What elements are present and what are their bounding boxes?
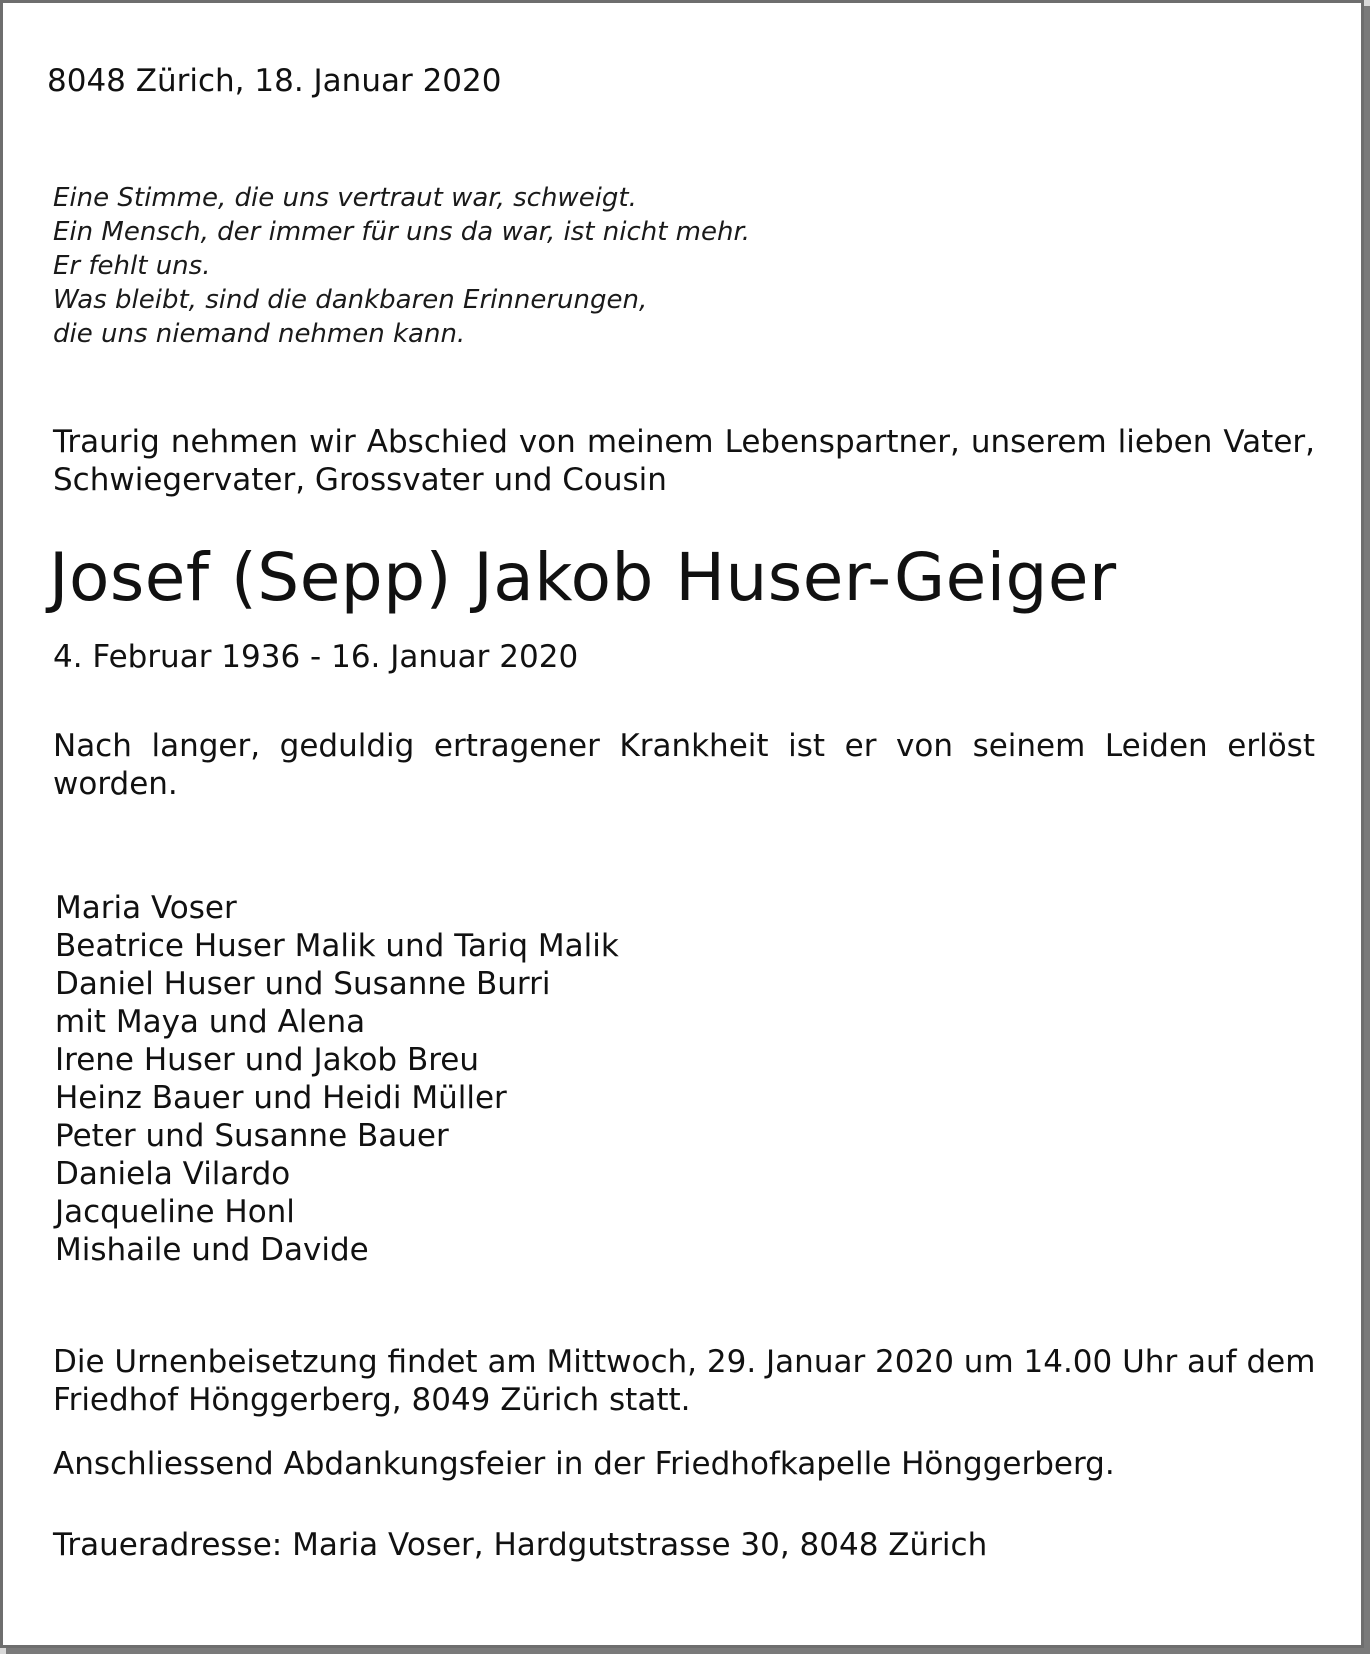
poem-line: Ein Mensch, der immer für uns da war, ist nicht mehr.: [53, 217, 751, 247]
poem-line: Er fehlt uns.: [53, 251, 211, 281]
illness-text: Nach langer, geduldig ertragener Krankheit ist er von seinem Leiden erlöst worden.: [53, 728, 1315, 802]
burial-info: Die Urnenbeisetzung findet am Mittwoch, 29. Januar 2020 um 14.00 Uhr auf dem Friedhof Hönggerberg, 8049 Zürich statt.: [53, 1344, 1316, 1418]
life-dates: 4. Februar 1936 - 16. Januar 2020: [53, 639, 579, 675]
mourner: Jacqueline Honl: [55, 1194, 295, 1230]
deceased-name: Josef (Sepp) Jakob Huser-Geiger: [49, 539, 1117, 616]
mourner: mit Maya und Alena: [55, 1004, 366, 1040]
mourner: Peter und Susanne Bauer: [55, 1118, 449, 1154]
mourner: Mishaile und Davide: [55, 1232, 369, 1268]
poem-line: Was bleibt, sind die dankbaren Erinnerungen,: [53, 285, 648, 315]
mourners-list: [55, 889, 619, 1269]
page-shadow-bottom: [6, 1648, 1370, 1654]
place-date: 8048 Zürich, 18. Januar 2020: [47, 63, 502, 99]
poem-line: die uns niemand nehmen kann.: [53, 319, 466, 349]
mourner: Irene Huser und Jakob Breu: [55, 1042, 479, 1078]
farewell-intro: Traurig nehmen wir Abschied von meinem Lebenspartner, unserem lieben Vater, Schwiegervater, Grossvater und Cousin: [53, 424, 1315, 498]
mourner: Daniela Vilardo: [55, 1156, 291, 1192]
poem: [53, 181, 750, 351]
service-info: Anschliessend Abdankungsfeier in der Friedhofkapelle Hönggerberg.: [53, 1446, 1115, 1482]
page-shadow-right: [1364, 6, 1370, 1654]
poem-line: Eine Stimme, die uns vertraut war, schweigt.: [53, 183, 637, 213]
mourner: Daniel Huser und Susanne Burri: [55, 966, 551, 1002]
mourning-address: Traueradresse: Maria Voser, Hardgutstrasse 30, 8048 Zürich: [53, 1527, 988, 1563]
mourner: Maria Voser: [55, 890, 237, 926]
mourner: Heinz Bauer und Heidi Müller: [55, 1080, 507, 1116]
mourner: Beatrice Huser Malik und Tariq Malik: [55, 928, 619, 964]
